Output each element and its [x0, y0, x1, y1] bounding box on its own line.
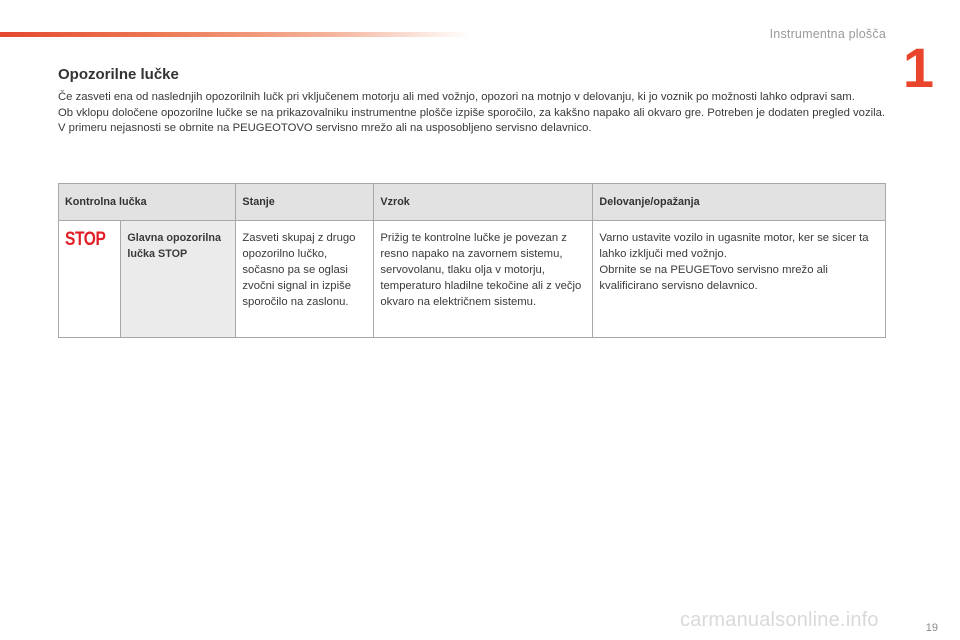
- light-name: Glavna opozorilna lučka STOP: [121, 221, 236, 338]
- light-state: Zasveti skupaj z drugo opozorilno lučko, sočasno pa se oglasi zvočni signal in izpiše sporočilo na zaslonu.: [236, 221, 374, 338]
- header-accent-bar: [0, 32, 470, 37]
- column-header-cause: Vzrok: [374, 184, 593, 221]
- intro-text: [58, 90, 890, 137]
- action-line: Varno ustavite vozilo in ugasnite motor, ker se sicer ta lahko izključi med vožnjo.: [599, 232, 869, 260]
- intro-paragraph: Če zasveti ena od naslednjih opozorilnih lučk pri vključenem motorju ali med vožnjo, opozori na motnjo v delovanju, ki jo voznik po možnosti lahko odpravi sam.: [58, 91, 855, 103]
- light-cause: Prižig te kontrolne lučke je povezan z resno napako na zavornem sistemu, servovolanu, tlaku olja v motorju, temperaturo hladilne tekočine ali z večjo okvaro na električnem sistemu.: [374, 221, 593, 338]
- section-header-label: Instrumentna plošča: [769, 27, 886, 41]
- icon-cell: [59, 221, 121, 338]
- table-header-row: [59, 184, 886, 221]
- table-row: [59, 221, 886, 338]
- warning-lights-table: [58, 183, 886, 338]
- light-action: [593, 221, 886, 338]
- chapter-number: 1: [902, 36, 934, 99]
- page-number: 19: [925, 622, 938, 634]
- intro-paragraph: V primeru nejasnosti se obrnite na PEUGEOTOVO servisno mrežo ali na usposobljeno servisno delavnico.: [58, 122, 592, 135]
- column-header-state: Stanje: [236, 184, 374, 221]
- column-header-action: Delovanje/opažanja: [593, 184, 886, 221]
- section-title: Opozorilne lučke: [58, 66, 179, 83]
- column-header-light: Kontrolna lučka: [59, 184, 236, 221]
- stop-warning-icon: STOP: [65, 229, 106, 250]
- intro-paragraph: Ob vklopu določene opozorilne lučke se na prikazovalniku instrumentne plošče izpiše sporočilo, za kakšno napako ali okvaro gre. Potreben je dodaten pregled vozila.: [58, 106, 886, 119]
- action-line: Obrnite se na PEUGETovo servisno mrežo ali kvalificirano servisno delavnico.: [599, 264, 828, 292]
- watermark: carmanualsonline.info: [680, 609, 879, 631]
